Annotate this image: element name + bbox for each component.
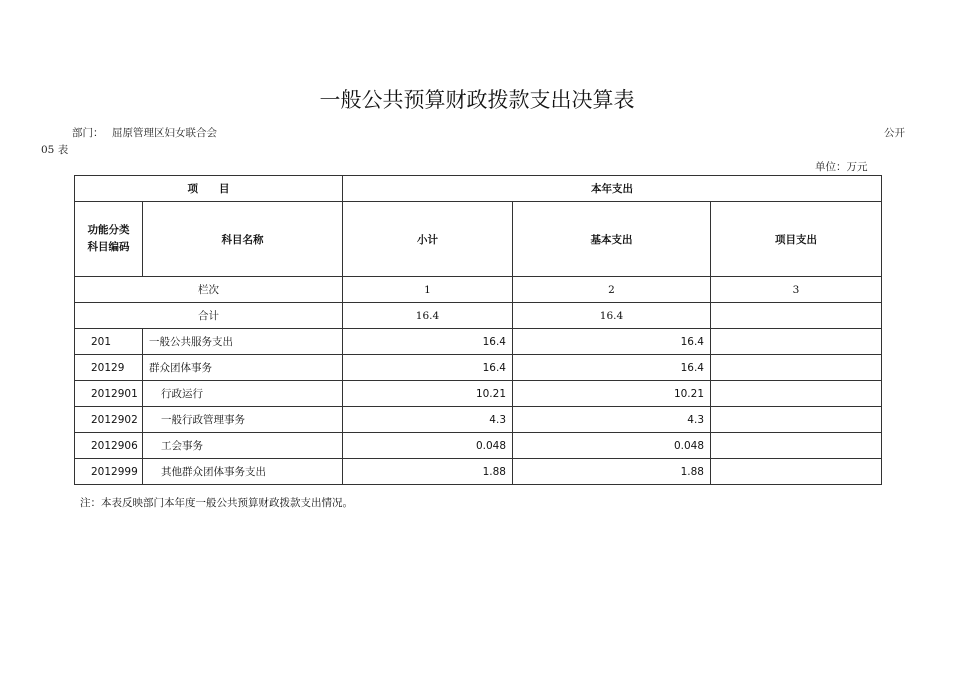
column-number-label: 栏次 <box>75 277 343 303</box>
header-current-year: 本年支出 <box>343 176 882 202</box>
header-item: 项 目 <box>75 176 343 202</box>
row-name: 工会事务 <box>143 433 343 459</box>
row-basic: 1.88 <box>513 459 711 485</box>
table-row <box>75 407 882 433</box>
row-code: 201 <box>75 329 143 355</box>
row-basic: 16.4 <box>513 329 711 355</box>
total-basic: 16.4 <box>513 303 711 329</box>
row-project <box>711 381 882 407</box>
row-basic: 10.21 <box>513 381 711 407</box>
header-row-columns <box>75 202 882 277</box>
row-code: 2012902 <box>75 407 143 433</box>
header-func-code-line1: 功能分类 <box>87 224 130 236</box>
expenditure-table <box>74 175 882 485</box>
row-code: 2012906 <box>75 433 143 459</box>
total-row <box>75 303 882 329</box>
row-subtotal: 16.4 <box>343 355 513 381</box>
row-subtotal: 1.88 <box>343 459 513 485</box>
header-row-top <box>75 176 882 202</box>
total-label: 合计 <box>75 303 343 329</box>
department-label: 部门： <box>72 127 104 139</box>
table-row <box>75 329 882 355</box>
row-basic: 0.048 <box>513 433 711 459</box>
row-project <box>711 433 882 459</box>
row-name: 其他群众团体事务支出 <box>143 459 343 485</box>
table-row <box>75 433 882 459</box>
row-subtotal: 4.3 <box>343 407 513 433</box>
header-project: 项目支出 <box>711 202 882 277</box>
footnote: 注：本表反映部门本年度一般公共预算财政拨款支出情况。 <box>80 497 353 509</box>
header-subtotal: 小计 <box>343 202 513 277</box>
row-basic: 4.3 <box>513 407 711 433</box>
row-name: 群众团体事务 <box>143 355 343 381</box>
column-number-1: 1 <box>343 277 513 303</box>
table-row <box>75 355 882 381</box>
row-basic: 16.4 <box>513 355 711 381</box>
table-row <box>75 459 882 485</box>
row-code: 20129 <box>75 355 143 381</box>
header-func-code <box>75 202 143 277</box>
column-number-row <box>75 277 882 303</box>
total-project <box>711 303 882 329</box>
unit-label: 单位：万元 <box>815 161 868 173</box>
row-project <box>711 355 882 381</box>
row-code: 2012901 <box>75 381 143 407</box>
form-number-line2: 05 表 <box>41 144 69 156</box>
row-subtotal: 0.048 <box>343 433 513 459</box>
form-number-line1: 公开 <box>884 127 905 139</box>
header-func-code-line2: 科目编码 <box>87 241 130 253</box>
column-number-2: 2 <box>513 277 711 303</box>
department-name: 屈原管理区妇女联合会 <box>112 127 217 139</box>
row-name: 一般行政管理事务 <box>143 407 343 433</box>
row-project <box>711 459 882 485</box>
header-basic: 基本支出 <box>513 202 711 277</box>
table-row <box>75 381 882 407</box>
row-subtotal: 10.21 <box>343 381 513 407</box>
row-name: 行政运行 <box>143 381 343 407</box>
total-subtotal: 16.4 <box>343 303 513 329</box>
row-project <box>711 407 882 433</box>
page-title: 一般公共预算财政拨款支出决算表 <box>319 88 635 112</box>
header-subject-name: 科目名称 <box>143 202 343 277</box>
row-subtotal: 16.4 <box>343 329 513 355</box>
row-project <box>711 329 882 355</box>
row-name: 一般公共服务支出 <box>143 329 343 355</box>
column-number-3: 3 <box>711 277 882 303</box>
row-code: 2012999 <box>75 459 143 485</box>
